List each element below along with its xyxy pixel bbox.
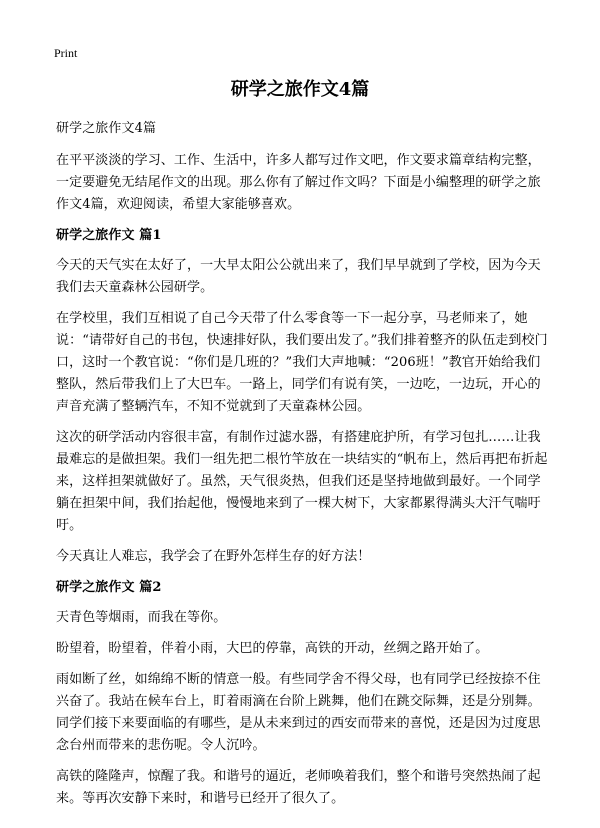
intro-paragraph: 在平平淡淡的学习、工作、生活中，许多人都写过作文吧，作文要求篇章结构完整，一定要避免无结尾作文的出现。那么你有了解过作文吗？下面是小编整理的研学之旅作文4篇，欢迎阅读，希望大家能够喜欢。 — [56, 153, 541, 212]
section-1-paragraph-3: 这次的研学活动内容很丰富，有制作过滤水器，有搭建庇护所，有学习包扎……让我最难忘的是做担架。我们一组先把二根竹竿放在一块结实的“帆布上，然后再把布折起来，这样担架就做好了。虽然，天气很炎热，但我们还是坚持地做到最好。一个同学躺在担架中间，我们抬起他，慢慢地来到了一棵大树下，大家都累得满头大汗气喘吁吁。 — [56, 430, 548, 533]
section-1-paragraph-4: 今天真让人难忘，我学会了在野外怎样生存的好方法！ — [56, 549, 371, 564]
article-body — [56, 118, 548, 819]
section-2-paragraph-2: 盼望着，盼望着，伴着小雨，大巴的停靠，高铁的开动，丝绸之路开始了。 — [56, 641, 489, 656]
section-heading-2: 研学之旅作文 篇2 — [56, 580, 162, 595]
section-2-paragraph-4: 高铁的隆隆声，惊醒了我。和谐号的逼近，老师唤着我们，整个和谐号突然热闹了起来。等再次安静下来时，和谐号已经开了很久了。 — [56, 769, 541, 806]
section-heading-1: 研学之旅作文 篇1 — [56, 228, 162, 243]
document-title: 研学之旅作文4篇 — [230, 79, 370, 100]
section-1-paragraph-1: 今天的天气实在太好了，一大早太阳公公就出来了，我们早早就到了学校，因为今天我们去天童森林公园研学。 — [56, 258, 541, 295]
section-1-paragraph-2: 在学校里，我们互相说了自己今天带了什么零食等一下一起分享，马老师来了，她说：“请带好自己的书包，快速排好队，我们要出发了。”我们排着整齐的队伍走到校门口，这时一个教官说：“你们是几班的？”我们大声地喊：“206班！”教官开始给我们整队，然后带我们上了大巴车。一路上，同学们有说有笑，一边吃，一边玩，开心的声音充满了整辆汽车，不知不觉就到了天童森林公园。 — [56, 311, 548, 414]
section-2-paragraph-1: 天青色等烟雨，而我在等你。 — [56, 610, 227, 625]
section-2-paragraph-3: 雨如断了丝，如绵绵不断的情意一般。有些同学舍不得父母，也有同学已经按捺不住兴奋了。我站在候车台上，盯着雨滴在台阶上跳舞，他们在跳交际舞，还是分别舞。同学们接下来要面临的有哪些，是从未来到过的西安而带来的喜悦，还是因为过度思念台州而带来的悲伤呢。令人沉吟。 — [56, 672, 541, 753]
print-link[interactable]: Print — [54, 46, 78, 60]
document-subtitle: 研学之旅作文4篇 — [56, 121, 157, 136]
